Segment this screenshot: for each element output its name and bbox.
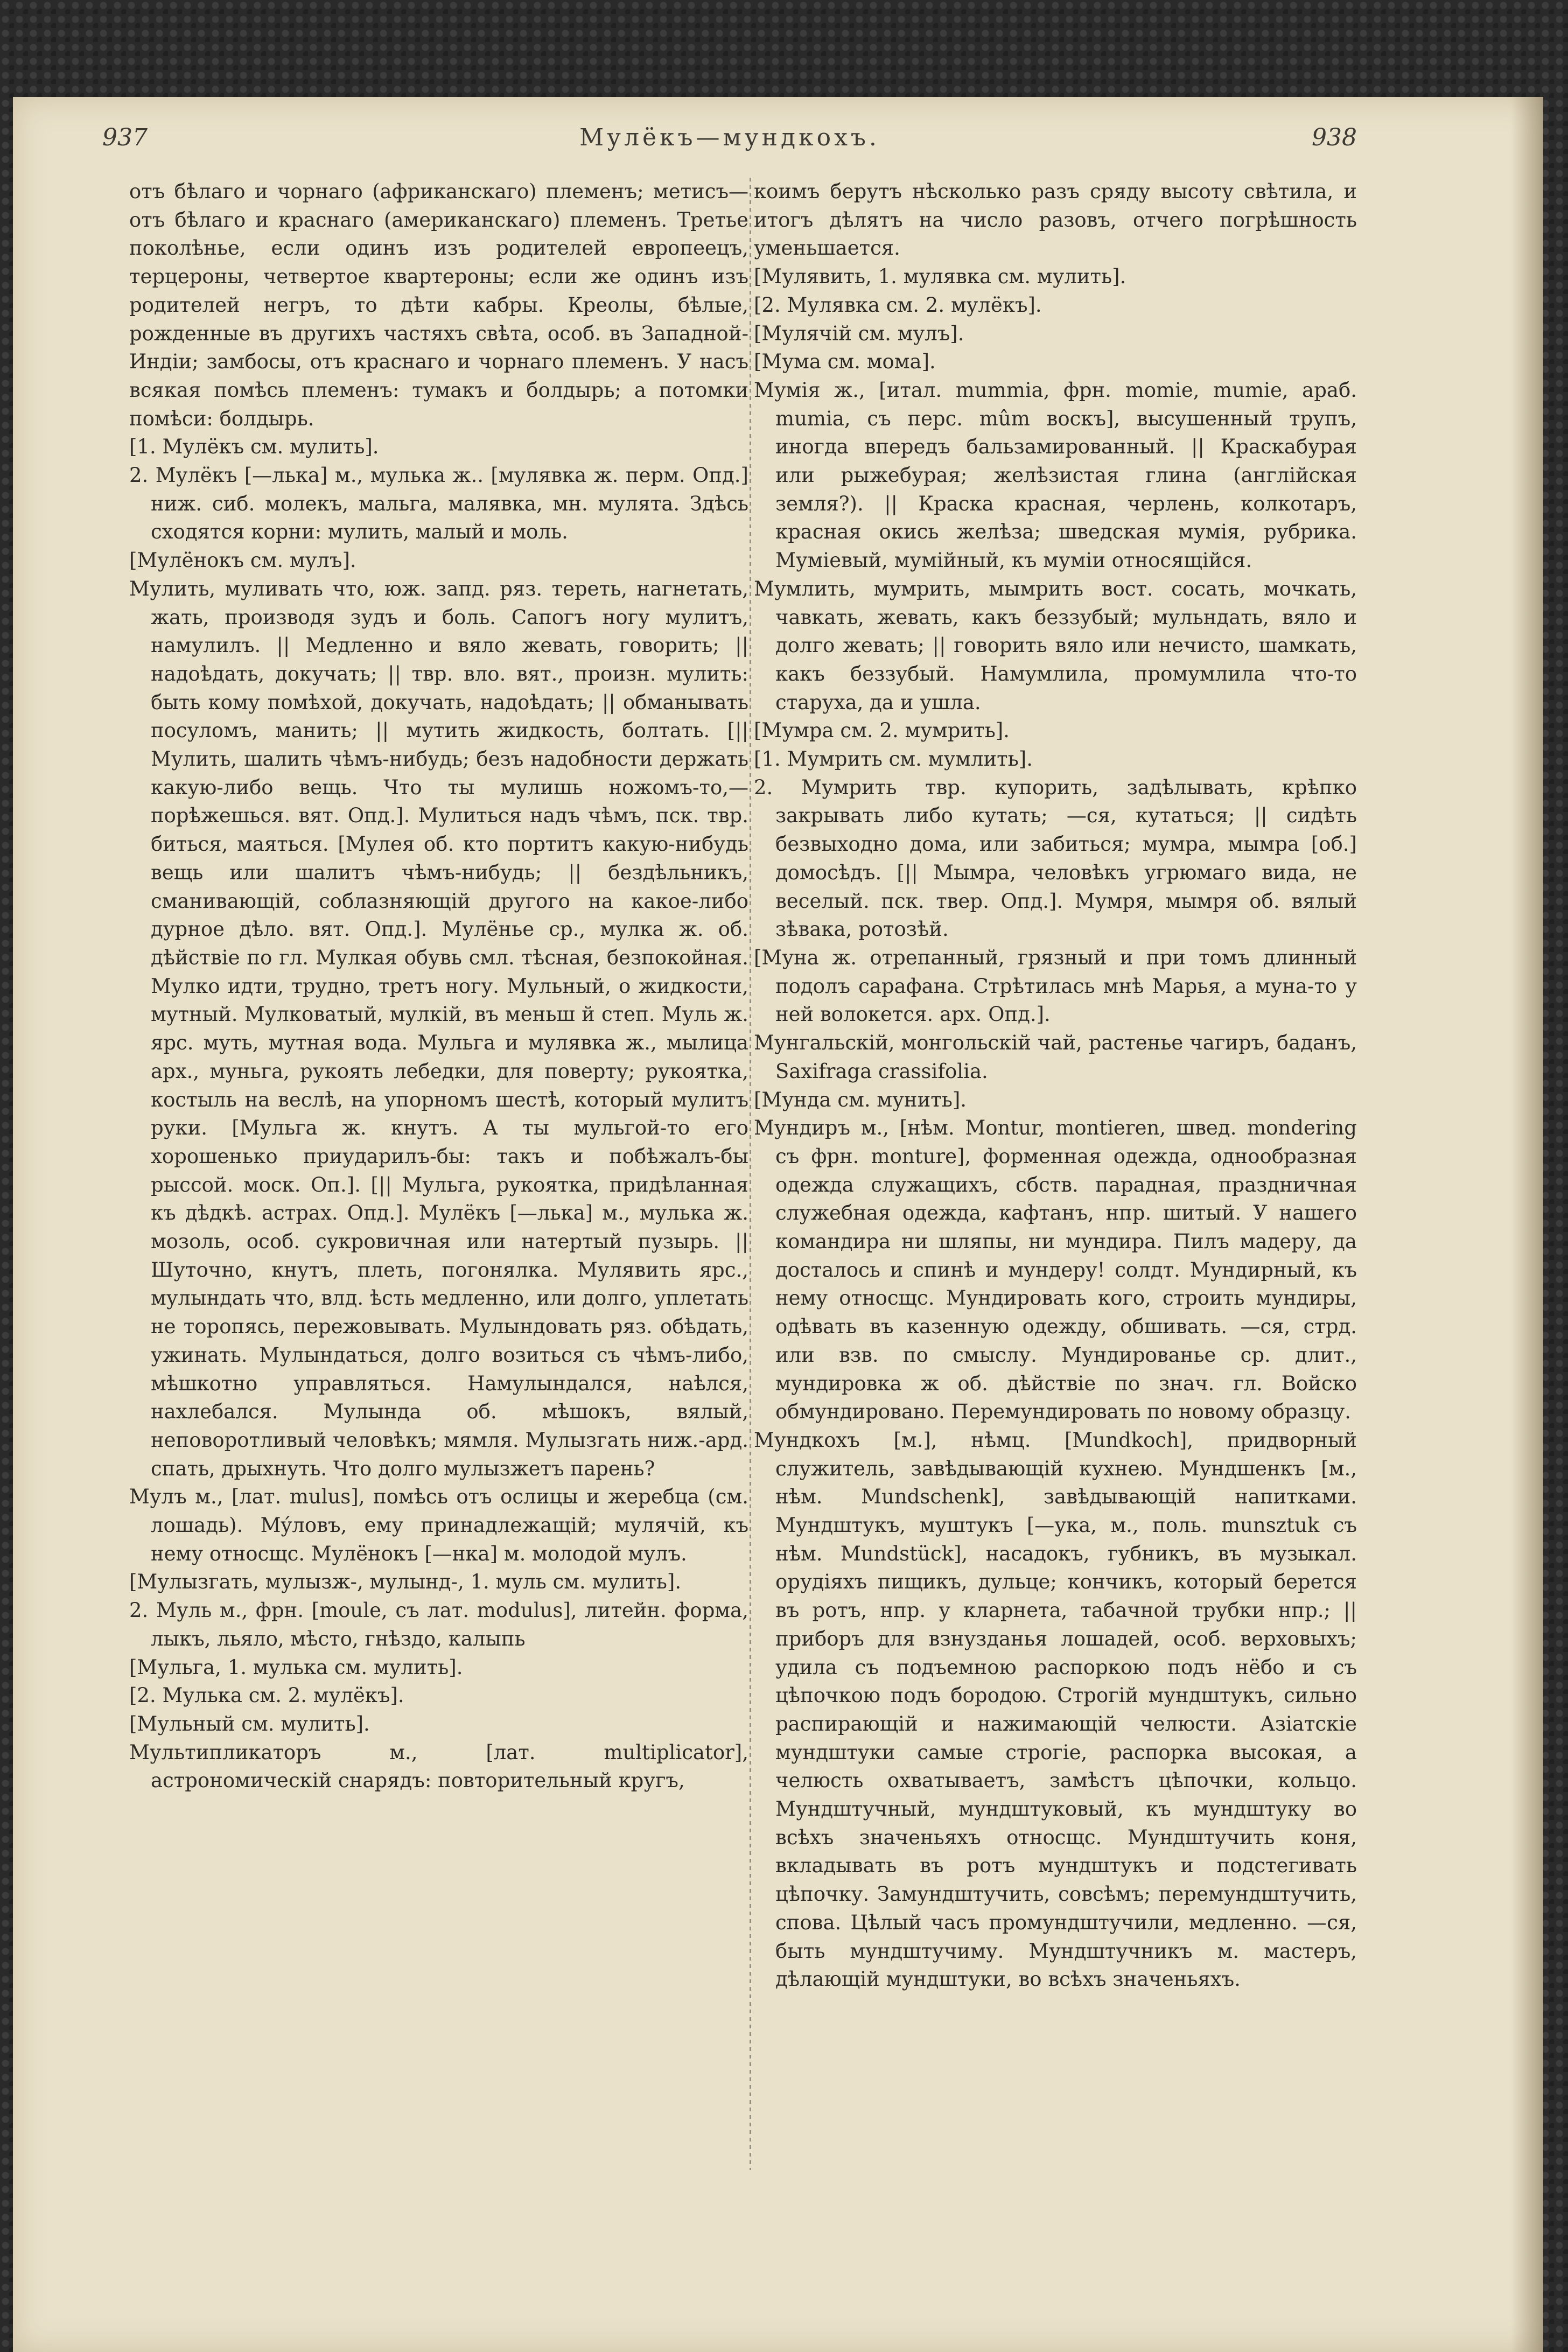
entry-7: 2. Муль м., фрн. [moule, съ лат. modulus], литейн. форма, лыкъ, льяло, мѣсто, гнѣздо, калыпь [129,1599,748,1650]
entry-9: [2. Мулька см. 2. мулёкъ]. [129,1684,404,1707]
entry-r7: [Мумра см. 2. мумрить]. [754,719,1010,743]
entry-r10: [Муна ж. отрепанный, грязный и при томъ длинный подолъ сарафана. Стрѣтилась мнѣ Марья, а муна-то у ней волокется. арх. Опд.]. [754,946,1357,1026]
entry-1: [1. Мулёкъ см. мулить]. [129,435,379,459]
entry-r12: [Мунда см. мунить]. [754,1088,967,1111]
entry-r5: Мумія ж., [итал. mummia, фрн. momie, mumie, араб. mumia, съ перс. mûm воскъ], высушенный трупъ, иногда впередъ бальзамированный. || Краскабурая или рыжебурая; желѣзистая глина (англійская земля?). || Краска красная, черлень, колкотаръ, красная окись желѣза; шведская мумія, рубрика. Муміевый, мумійный, къ муміи относящійся. [754,378,1357,572]
entry-r13: Мундиръ м., [нѣм. Montur, montieren, швед. mondering съ фрн. monture], форменная одежда, однообразная одежда служащихъ, сбств. парадная, праздничная служебная одежда, кафтанъ, нпр. шитый. У нашего командира ни шляпы, ни мундира. Пилъ мадеру, да досталось и спинѣ и мундеру! солдт. Мундирный, къ нему относщс. Мундировать кого, строить мундиры, одѣвать въ казенную одежду, обшивать. —ся, стрд. или взв. по смыслу. Мундированье ср. длит., мундировка ж об. дѣйствіе по знач. гл. Войско обмундировано. Перемундировать по новому образцу. [754,1116,1357,1424]
entry-4: Мулить, муливать что, юж. запд. ряз. тереть, нагнетать, жать, производя зудъ и боль. Сапогъ ногу мулитъ, намулилъ. || Медленно и вяло жевать, говорить; || надоѣдать, докучать; || твр. вло. вят., произн. мулить: быть кому помѣхой, докучать, надоѣдать; || обманывать посуломъ, манить; || мутить жидкость, болтать. [|| Мулить, шалить чѣмъ-нибудь; безъ надобности держать какую-либо вещь. Что ты мулишь ножомъ-то,—порѣжешься. вят. Опд.]. Мулиться надъ чѣмъ, пск. твр. биться, маяться. [Мулея об. кто портитъ какую-нибудь вещь или шалитъ чѣмъ-нибудь; || бездѣльникъ, сманивающій, соблазняющій другого на какое-либо дурное дѣло. вят. Опд.]. Мулёнье ср., мулка ж. об. дѣйствіе по гл. Мулкая обувь смл. тѣсная, безпокойная. Мулко идти, трудно, третъ ногу. Мульный, о жидкости, мутный. Мулковатый, мулкій, въ меньш й степ. Муль ж. ярс. муть, мутная вода. Мульга и мулявка ж., мылица арх., муньга, рукоять лебедки, для поверту; рукоятка, костыль на веслѣ, на упорномъ шестѣ, который мулитъ руки. [Мульга ж. кнутъ. А ты мульгой-то его хорошенько приударилъ-бы: такъ и побѣжалъ-бы рыссой. моск. Оп.]. [|| Мульга, рукоятка, придѣланная къ дѣдкѣ. астрах. Опд.]. Мулёкъ [—лька] м., мулька ж. мозоль, особ. сукровичная или натертый пузырь. || Шуточно, кнутъ, плеть, погонялка. Мулявить ярс., мулындать что, влд. ѣсть медленно, или долго, уплетать не торопясь, пережовывать. Мулындовать ряз. обѣдать, ужинать. Мулындаться, долго возиться съ чѣмъ-либо, мѣшкотно управляться. Намулындался, наѣлся, нахлебался. Мулында об. мѣшокъ, вялый, неповоротливый человѣкъ; мямля. Мулызгать ниж.-ард. спать, дрыхнуть. Что долго мулызжетъ парень? [129,577,748,1480]
entry-11: Мультипликаторъ м., [лат. multiplicator], астрономическій снарядъ: повторительный кругъ, [129,1740,748,1793]
right-column [754,178,1357,1994]
entry-r8: [1. Мумрить см. мумлить]. [754,747,1033,771]
entry-10: [Мульный см. мулить]. [129,1712,370,1735]
entry-r2: [2. Мулявка см. 2. мулёкъ]. [754,293,1042,317]
entry-r4: [Мума см. мома]. [754,350,936,374]
entry-6: [Мулызгать, мулызж-, мулынд-, 1. муль см. мулить]. [129,1570,682,1594]
entry-r0: коимъ берутъ нѣсколько разъ сряду высоту свѣтила, и итогъ дѣлятъ на число разовъ, отчего погрѣшность уменьшается. [754,180,1357,260]
entry-r11: Мунгальскій, монгольскій чай, растенье чагиръ, баданъ, Saxifraga crassifolia. [754,1031,1357,1083]
page-number-right: 938 [1312,124,1357,151]
column-divider [750,178,751,2170]
page-number-left: 937 [102,124,148,151]
entry-r9: 2. Мумрить твр. купорить, задѣлывать, крѣпко закрывать либо кутать; —ся, кутаться; || сидѣть безвыходно дома, или забиться; мумра, мымра [об.] домосѣдъ. [|| Мымра, человѣкъ угрюмаго вида, не веселый. пск. твер. Опд.]. Мумря, мымря об. вялый зѣвака, ротозѣй. [754,775,1357,941]
left-column [129,178,748,1795]
page-edge [1511,97,1543,2352]
entry-r3: [Мулячій см. мулъ]. [754,321,964,345]
page-header [102,124,1357,172]
entry-3: [Мулёнокъ см. мулъ]. [129,549,356,572]
entry-r14: Мундкохъ [м.], нѣмц. [Mundkoch], придворный служитель, завѣдывающій кухнею. Мундшенкъ [м., нѣм. Mundschenk], завѣдывающій напитками. Мундштукъ, муштукъ [—ука, м., поль. munsztuk съ нѣм. Mundstück], насадокъ, губникъ, въ музыкал. орудіяхъ пищикъ, дульце; кончикъ, который берется въ ротъ, нпр. у кларнета, табачной трубки нпр.; || приборъ для взнузданья лошадей, особ. верховыхъ; удила съ подъемною распоркою подъ нёбо и съ цѣпочкою подъ бородою. Строгій мундштукъ, сильно распирающій и нажимающій челюсти. Азіатскіе мундштуки самые строгіе, распорка высокая, а челюсть охватываетъ, замѣстъ цѣпочки, кольцо. Мундштучный, мундштуковый, къ мундштуку во всѣхъ значеньяхъ относщс. Мундштучить коня, вкладывать въ ротъ мундштукъ и подстегивать цѣпочку. Замундштучить, совсѣмъ; перемундштучить, спова. Цѣлый часъ промундштучили, медленно. —ся, быть мундштучиму. Мундштучникъ м. мастеръ, дѣлающій мундштуки, во всѣхъ значеньяхъ. [754,1428,1357,1991]
entry-r6: Мумлить, мумрить, мымрить вост. сосать, мочкать, чавкать, жевать, какъ беззубый; мульндать, вяло и долго жевать; || говорить вяло или нечисто, шамкать, какъ беззубый. Намумлила, промумлила что-то старуха, да и ушла. [754,577,1357,714]
entry-r1: [Мулявить, 1. мулявка см. мулить]. [754,265,1126,289]
entry-2: 2. Мулёкъ [—лька] м., мулька ж.. [мулявка ж. перм. Опд.] ниж. сиб. молекъ, мальга, малявка, мн. мулята. Здѣсь сходятся корни: мулить, малый и моль. [129,464,748,544]
entry-8: [Мульга, 1. мулька см. мулить]. [129,1655,463,1679]
entry-5: Мулъ м., [лат. mulus], помѣсь отъ ослицы и жеребца (см. лошадь). Мýловъ, ему принадлежащій; мулячій, къ нему относщс. Мулёнокъ [—нка] м. молодой мулъ. [129,1485,748,1565]
running-title: Мулёкъ—мундкохъ. [579,124,880,151]
entry-0: отъ бѣлаго и чорнаго (африканскаго) племенъ; метисъ—отъ бѣлаго и краснаго (американскаго) племенъ. Третье поколѣнье, если одинъ изъ родителей европеецъ, терцероны, четвертое квартероны; если же одинъ изъ родителей негръ, то дѣти кабры. Креолы, бѣлые, рожденные въ другихъ частяхъ свѣта, особ. въ Западной-Индіи; замбосы, отъ краснаго и чорнаго племенъ. У насъ всякая помѣсь племенъ: тумакъ и болдырь; а потомки помѣси: болдырь. [129,180,748,430]
